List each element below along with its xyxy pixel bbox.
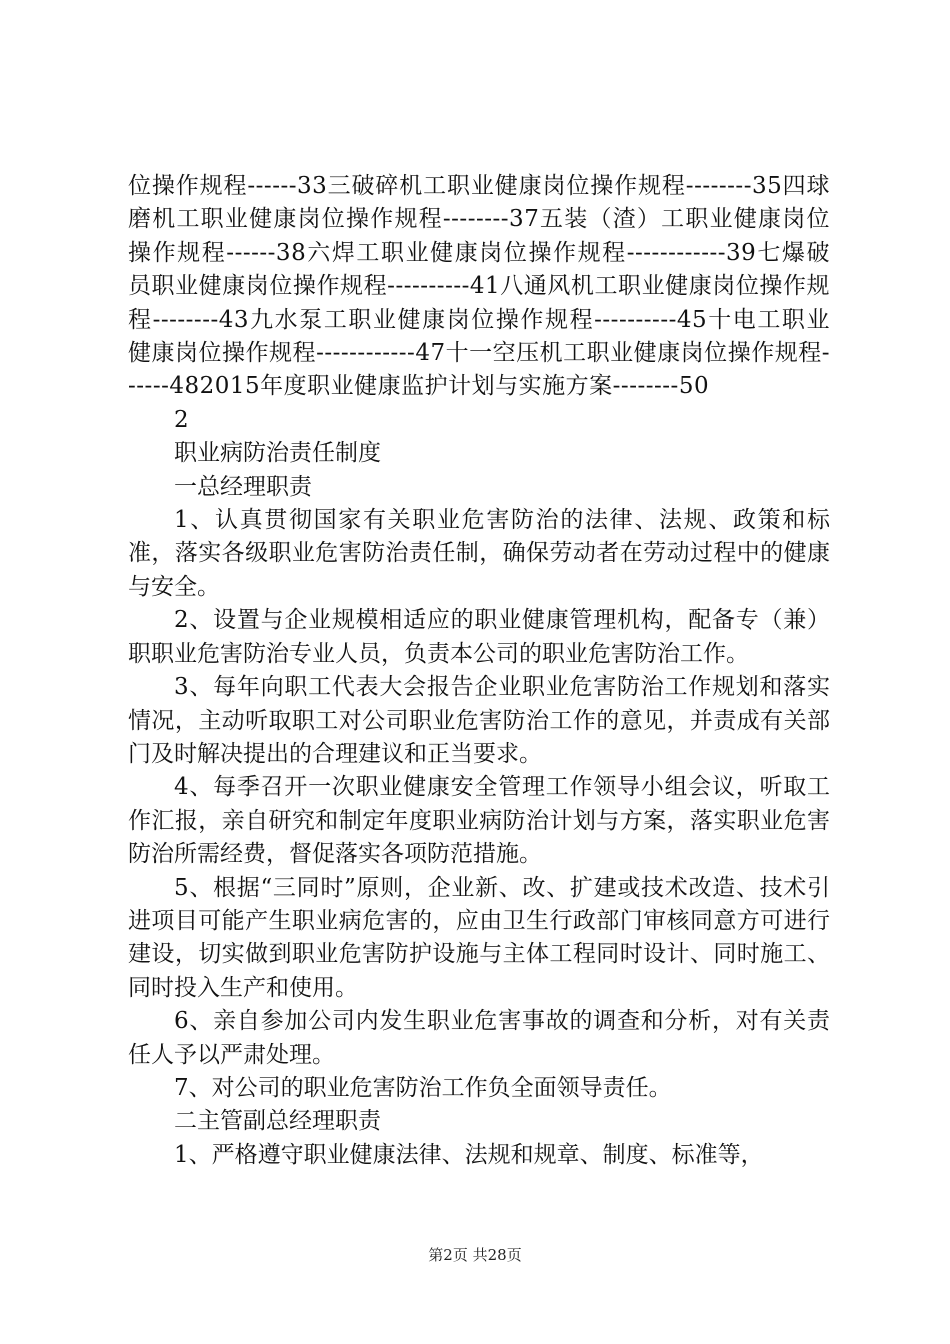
list-item: 1、认真贯彻国家有关职业危害防治的法律、法规、政策和标准，落实各级职业危害防治责任制，确保劳动者在劳动过程中的健康与安全。 <box>128 507 830 600</box>
list-item: 2、设置与企业规模相适应的职业健康管理机构，配备专（兼）职职业危害防治专业人员，负责本公司的职业危害防治工作。 <box>128 607 830 667</box>
list-item: 5、根据“三同时”原则，企业新、改、扩建或技术改造、技术引进项目可能产生职业病危害的，应由卫生行政部门审核同意方可进行建设，切实做到职业危害防护设施与主体工程同时设计、同时施工、同时投入生产和使用。 <box>128 874 830 1001</box>
subsection-title-general-manager: 一总经理职责 <box>174 473 312 500</box>
list-item: 7、对公司的职业危害防治工作负全面领导责任。 <box>174 1074 672 1101</box>
subsection-title-deputy-manager: 二主管副总经理职责 <box>174 1108 381 1135</box>
list-item: 1、严格遵守职业健康法律、法规和规章、制度、标准等， <box>174 1141 764 1168</box>
section-title: 职业病防治责任制度 <box>174 440 381 467</box>
table-of-contents-text: 位操作规程------33三破碎机工职业健康岗位操作规程--------35四球磨机工职业健康岗位操作规程--------37五装（渣）工职业健康岗位操作规程------38六焊工职业健康岗位操作规程------------39七爆破员职业健康岗位操作规程----------41八通风机工职业健康岗位操作规程--------43九水泵工职业健康岗位操作规程----------45十电工职业健康岗位操作规程------------47十一空压机工职业健康岗位操作规程------482015年度职业健康监护计划与实施方案--------50 <box>128 173 830 400</box>
list-item: 3、每年向职工代表大会报告企业职业危害防治工作规划和落实情况，主动听取职工对公司职业危害防治工作的意见，并责成有关部门及时解决提出的合理建议和正当要求。 <box>128 674 830 767</box>
list-item: 6、亲自参加公司内发生职业危害事故的调查和分析，对有关责任人予以严肃处理。 <box>128 1008 830 1068</box>
list-item: 4、每季召开一次职业健康安全管理工作领导小组会议，听取工作汇报，亲自研究和制定年度职业病防治计划与方案，落实职业危害防治所需经费，督促落实各项防范措施。 <box>128 774 830 868</box>
page-footer: 第2页 共28页 <box>428 1246 522 1264</box>
inline-page-number: 2 <box>174 406 189 433</box>
document-body <box>128 170 830 1172</box>
